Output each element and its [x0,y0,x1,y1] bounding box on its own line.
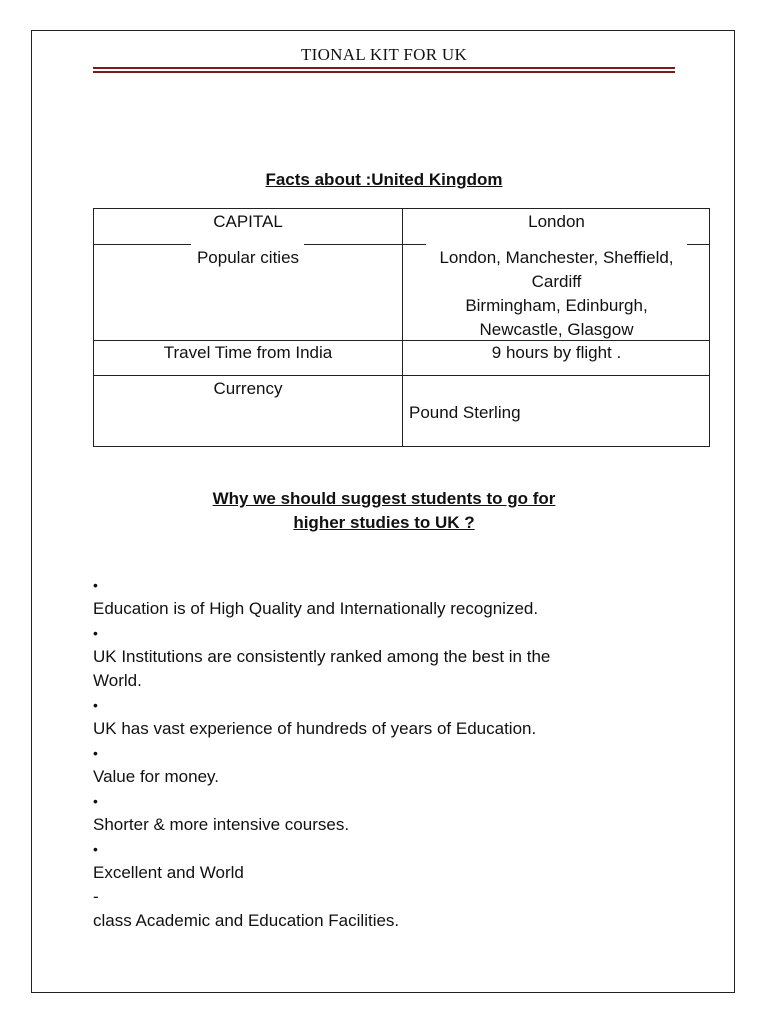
list-item-text: Education is of High Quality and Internationally recognized. [93,599,539,618]
table-row-cities-value-line: Cardiff [531,272,582,291]
list-item-text: Excellent and World [93,863,244,882]
reasons-list [93,573,653,933]
table-row-capital-label: CAPITAL [213,212,283,231]
table-row-line [304,244,426,245]
why-heading-line2: higher studies to UK ? [293,513,475,532]
document-header-title: TIONAL KIT FOR UK [300,45,468,64]
table-row-travel-label: Travel Time from India [163,343,333,362]
list-item-text: Shorter & more intensive courses. [93,815,350,834]
header-double-rule [93,67,675,73]
list-item [93,741,653,789]
bullet-icon: • [93,793,98,809]
list-item-text: Value for money. [93,767,219,786]
header-rule-top [93,67,675,69]
bullet-icon: • [93,745,98,761]
facts-heading: Facts about :United Kingdom [265,170,503,189]
table-row-cities-value-line: Birmingham, Edinburgh, [465,296,648,315]
why-heading-line1: Why we should suggest students to go for [212,489,556,508]
table-row-currency-label: Currency [213,379,283,398]
bullet-icon: • [93,577,98,593]
table-row-line [94,244,191,245]
list-item-text: class Academic and Education Facilities. [93,911,400,930]
list-item [93,621,653,693]
list-item-text: UK Institutions are consistently ranked among the best in the [93,647,551,666]
list-item [93,573,653,621]
table-row-capital-value: London [528,212,585,231]
list-item [93,837,653,933]
list-item-text: World. [93,671,142,690]
list-item-text: UK has vast experience of hundreds of years of Education. [93,719,537,738]
table-row-line [687,244,710,245]
bullet-icon: • [93,697,98,713]
list-item [93,693,653,741]
table-row-line [94,375,709,376]
list-item-dash: - [93,887,99,906]
table-row-cities-value-line: London, Manchester, Sheffield, [439,248,674,267]
list-item [93,789,653,837]
table-row-cities-label: Popular cities [196,248,300,267]
bullet-icon: • [93,625,98,641]
table-row-travel-value: 9 hours by flight . [491,343,622,362]
bullet-icon: • [93,841,98,857]
header-rule-bottom [93,71,675,73]
table-row-cities-value-line: Newcastle, Glasgow [479,320,634,339]
table-row-currency-value: Pound Sterling [409,403,521,422]
facts-table [93,208,710,447]
